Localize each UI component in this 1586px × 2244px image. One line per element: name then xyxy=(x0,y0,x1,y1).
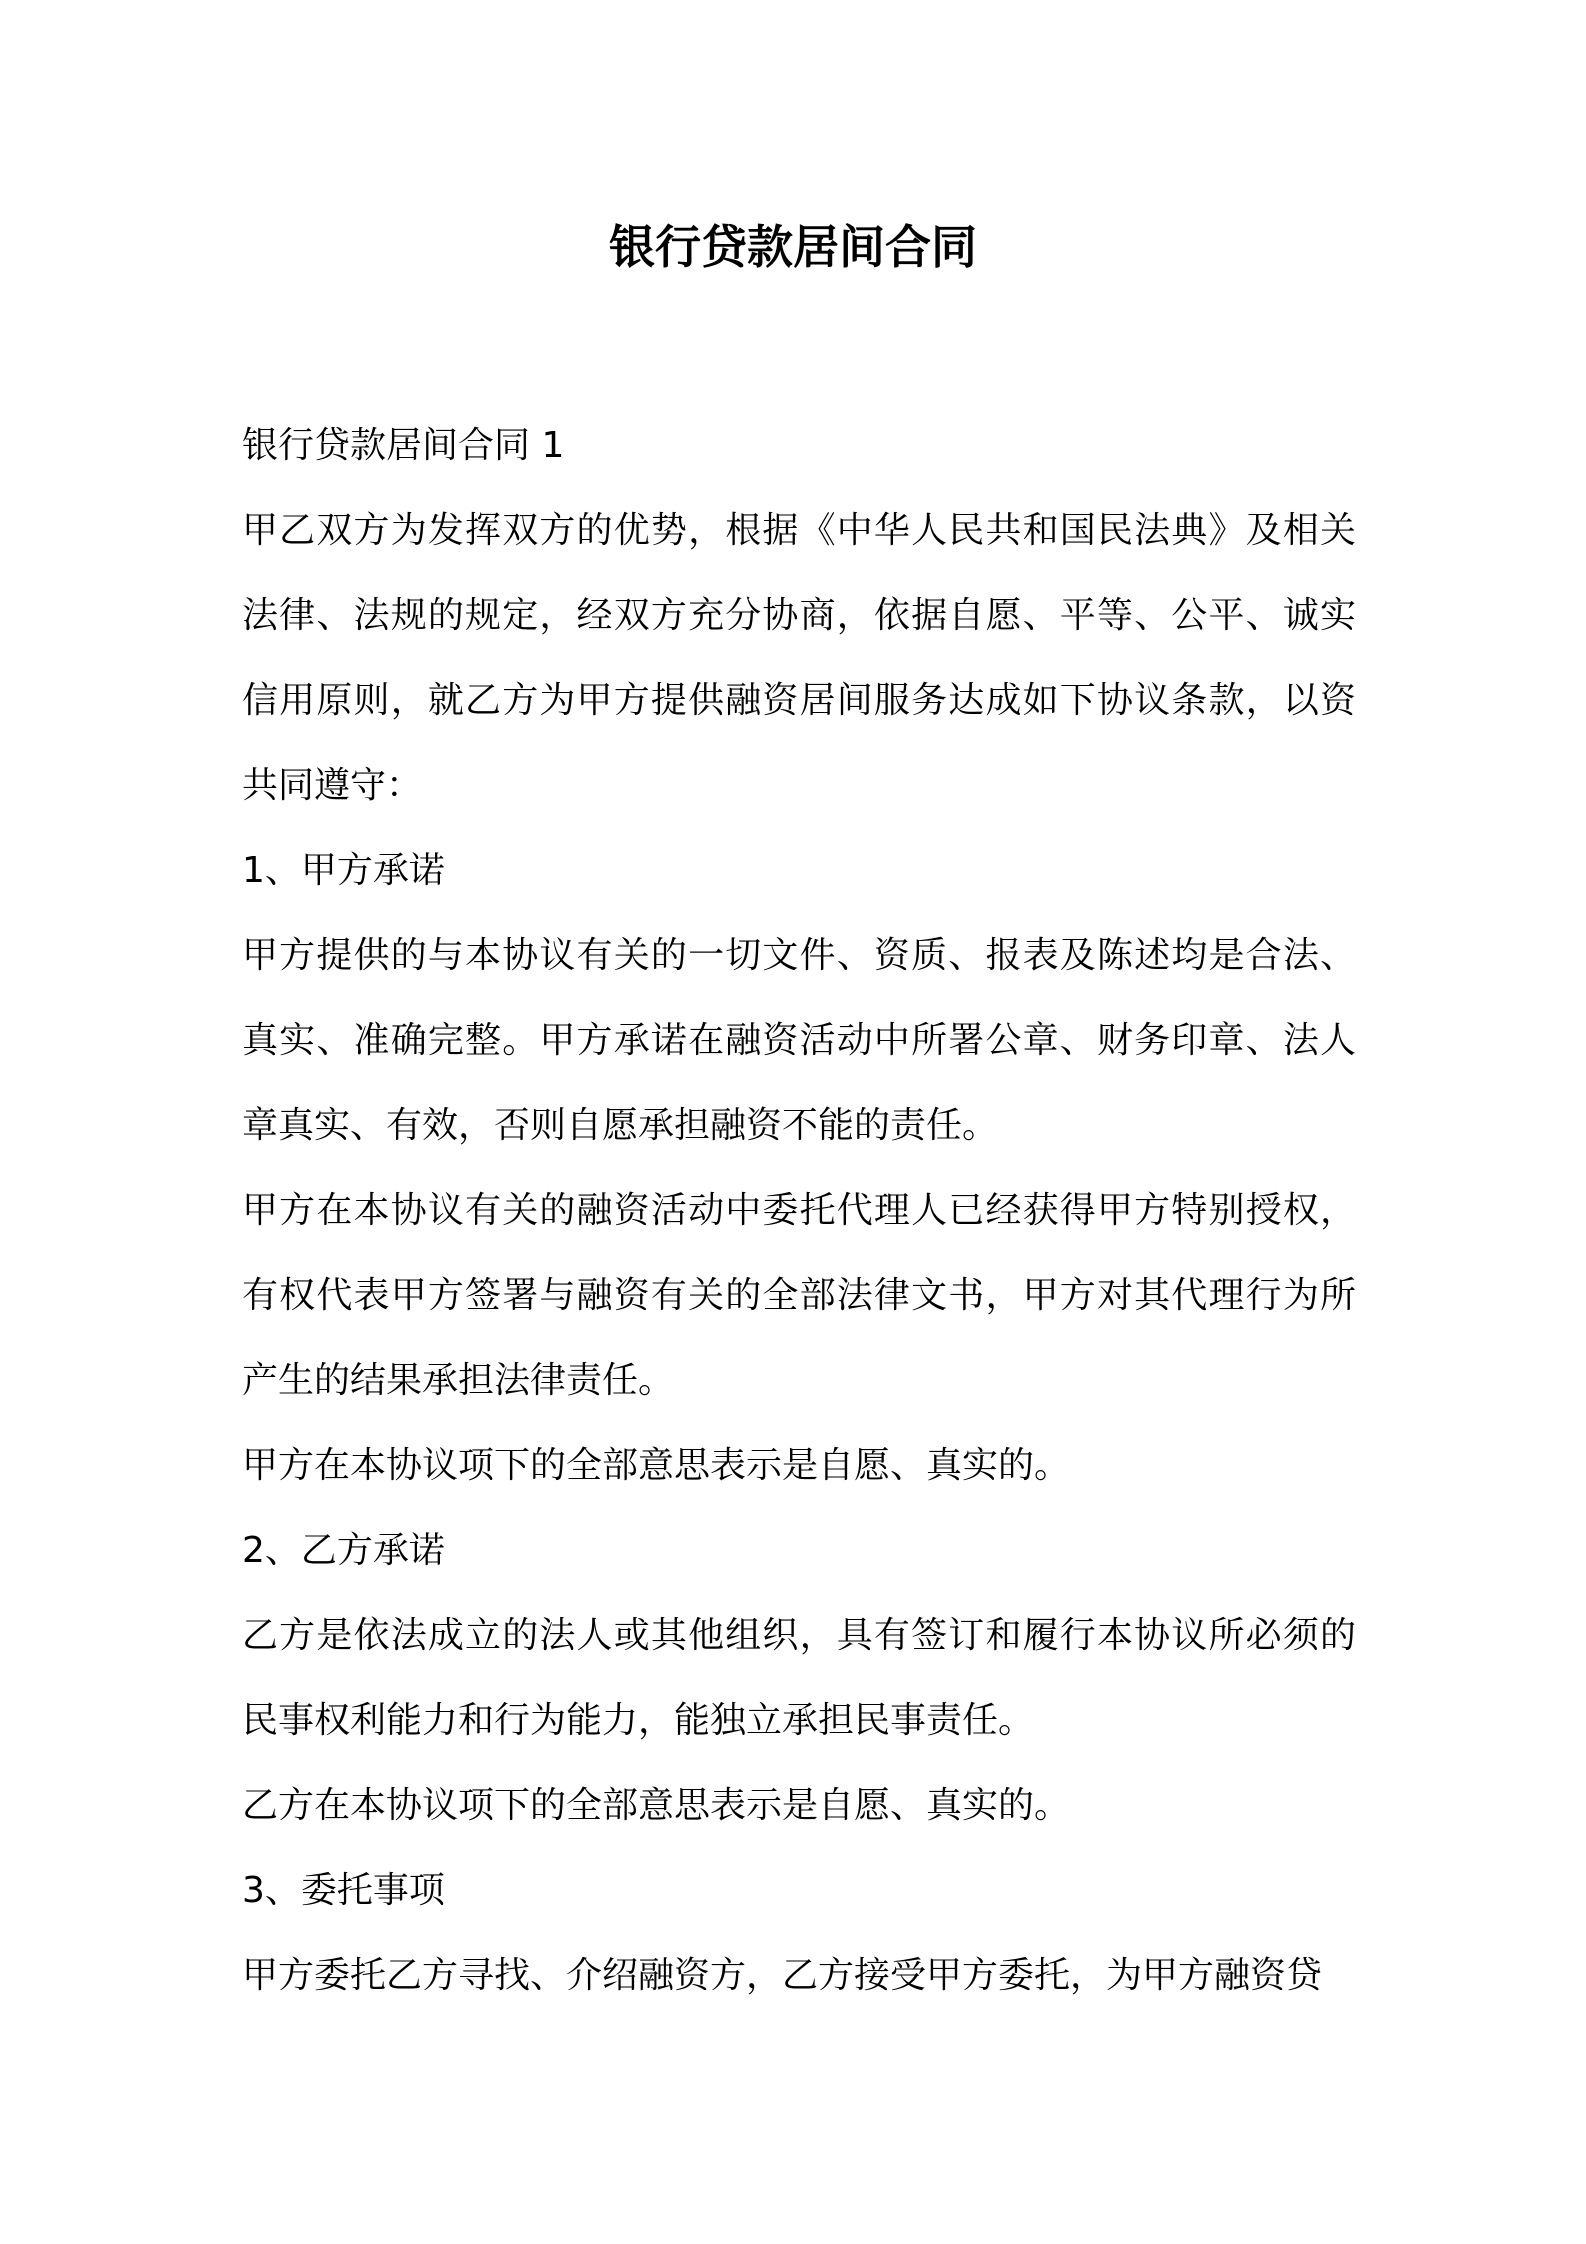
paragraph-party-b-capacity: 乙方是依法成立的法人或其他组织，具有签订和履行本协议所必须的民事权利能力和行为能力，能独立承担民事责任。 xyxy=(242,1615,1356,1741)
contract-subtitle: 银行贷款居间合同 1 xyxy=(242,425,565,466)
section-heading-party-a: 1、甲方承诺 xyxy=(242,850,445,891)
section-heading-commission: 3、委托事项 xyxy=(242,1870,445,1911)
section-heading-party-b: 2、乙方承诺 xyxy=(242,1530,445,1571)
paragraph-party-a-documents: 甲方提供的与本协议有关的一切文件、资质、报表及陈述均是合法、真实、准确完整。甲方承诺在融资活动中所署公章、财务印章、法人章真实、有效，否则自愿承担融资不能的责任。 xyxy=(242,935,1356,1146)
document-title: 银行贷款居间合同 xyxy=(609,220,977,274)
paragraph-party-a-intent: 甲方在本协议项下的全部意思表示是自愿、真实的。 xyxy=(242,1445,1071,1486)
document-body xyxy=(242,403,1356,2018)
paragraph-commission: 甲方委托乙方寻找、介绍融资方，乙方接受甲方委托，为甲方融资贷 xyxy=(242,1955,1323,1996)
paragraph-party-b-intent: 乙方在本协议项下的全部意思表示是自愿、真实的。 xyxy=(242,1785,1071,1826)
preamble-paragraph: 甲乙双方为发挥双方的优势，根据《中华人民共和国民法典》及相关法律、法规的规定，经双方充分协商，依据自愿、平等、公平、诚实信用原则，就乙方为甲方提供融资居间服务达成如下协议条款，以资共同遵守： xyxy=(242,510,1356,806)
paragraph-party-a-agent: 甲方在本协议有关的融资活动中委托代理人已经获得甲方特别授权，有权代表甲方签署与融资有关的全部法律文书，甲方对其代理行为所产生的结果承担法律责任。 xyxy=(242,1190,1356,1401)
